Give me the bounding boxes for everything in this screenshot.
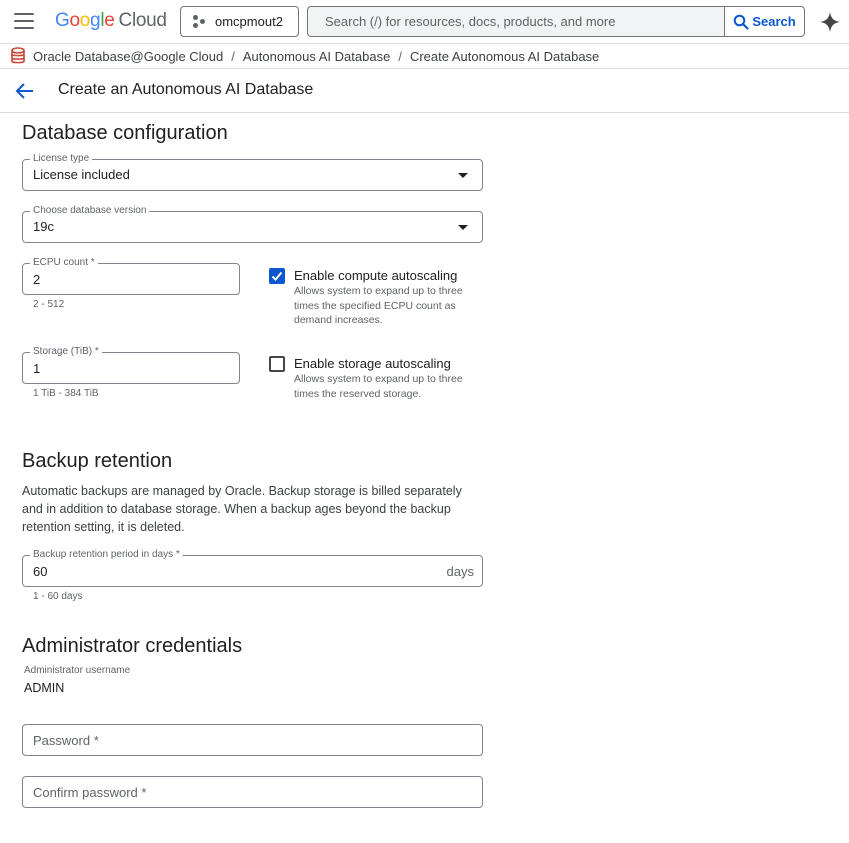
db-version-label: Choose database version <box>30 205 149 217</box>
logo-letter: G <box>55 10 70 31</box>
menu-icon[interactable] <box>14 13 34 29</box>
logo-letter: e <box>104 10 115 31</box>
dropdown-caret-icon <box>458 173 468 178</box>
ecpu-count-value: 2 <box>33 272 41 287</box>
storage-autoscaling-label[interactable]: Enable storage autoscaling <box>294 356 451 371</box>
google-cloud-logo[interactable] <box>55 10 167 32</box>
search-placeholder: Search (/) for resources, docs, products, and more <box>325 14 616 29</box>
confirm-password-input[interactable] <box>22 776 483 808</box>
admin-username-label: Administrator username <box>24 665 131 676</box>
search-button-label: Search <box>752 14 796 29</box>
project-picker-button[interactable] <box>180 6 299 37</box>
breadcrumb-autonomous-db[interactable]: Autonomous AI Database <box>242 48 391 64</box>
backup-retention-input[interactable] <box>22 549 483 587</box>
password-input[interactable] <box>22 724 483 756</box>
breadcrumb-oracle-db[interactable]: Oracle Database@Google Cloud <box>33 48 224 64</box>
ecpu-count-input[interactable] <box>22 257 240 295</box>
page-header <box>0 69 849 113</box>
compute-autoscaling-label[interactable]: Enable compute autoscaling <box>294 268 458 283</box>
license-type-label: License type <box>30 153 92 165</box>
logo-letter: o <box>69 10 80 31</box>
logo-letter: l <box>100 10 105 31</box>
storage-input[interactable] <box>22 346 240 384</box>
logo-cloud-text: Cloud <box>118 10 167 31</box>
password-placeholder: Password * <box>33 733 99 748</box>
project-icon <box>193 15 207 29</box>
breadcrumb-current: Create Autonomous AI Database <box>409 48 600 64</box>
compute-autoscaling-description: Allows system to expand up to three times the specified ECPU count as demand increases. <box>294 285 463 326</box>
compute-autoscaling-checkbox[interactable] <box>269 268 285 284</box>
back-arrow-icon[interactable] <box>15 82 35 100</box>
search-input[interactable] <box>307 6 725 37</box>
storage-autoscaling-description: Allows system to expand up to three times the reserved storage. <box>294 373 463 400</box>
logo-letter: g <box>90 10 101 31</box>
storage-hint: 1 TiB - 384 TiB <box>33 388 99 399</box>
backup-retention-hint: 1 - 60 days <box>33 591 83 602</box>
page-title: Create an Autonomous AI Database <box>58 81 314 98</box>
logo-letter: o <box>79 10 91 31</box>
backup-retention-label: Backup retention period in days * <box>30 549 183 561</box>
admin-username-value: ADMIN <box>24 681 65 695</box>
backup-retention-suffix: days <box>446 564 474 579</box>
breadcrumb-separator: / <box>398 48 402 64</box>
storage-label: Storage (TiB) * <box>30 346 102 358</box>
search-button[interactable] <box>724 6 805 37</box>
search-icon <box>733 14 749 30</box>
confirm-password-placeholder: Confirm password * <box>33 785 147 800</box>
ecpu-count-hint: 2 - 512 <box>33 299 65 310</box>
dropdown-caret-icon <box>458 225 468 230</box>
ecpu-count-label: ECPU count * <box>30 257 98 269</box>
breadcrumb-separator: / <box>231 48 235 64</box>
database-icon <box>10 47 26 65</box>
project-name: omcpmout2 <box>215 14 283 29</box>
section-title-db-config: Database configuration <box>22 122 228 144</box>
backup-description: Automatic backups are managed by Oracle. Backup storage is billed separately and in addition to database storage. When a backup ages beyond the backup retention setting, it is deleted. <box>22 484 462 534</box>
section-title-backup: Backup retention <box>22 450 173 472</box>
license-type-select[interactable] <box>22 153 483 191</box>
storage-value: 1 <box>33 361 41 376</box>
top-bar <box>0 0 849 44</box>
gemini-icon[interactable] <box>819 11 841 33</box>
check-icon <box>269 268 285 284</box>
section-title-admin: Administrator credentials <box>22 635 243 657</box>
backup-retention-value: 60 <box>33 564 48 579</box>
breadcrumb <box>0 44 849 69</box>
storage-autoscaling-checkbox[interactable] <box>269 356 285 372</box>
db-version-value: 19c <box>33 219 54 234</box>
db-version-select[interactable] <box>22 205 483 243</box>
license-type-value: License included <box>33 167 130 182</box>
